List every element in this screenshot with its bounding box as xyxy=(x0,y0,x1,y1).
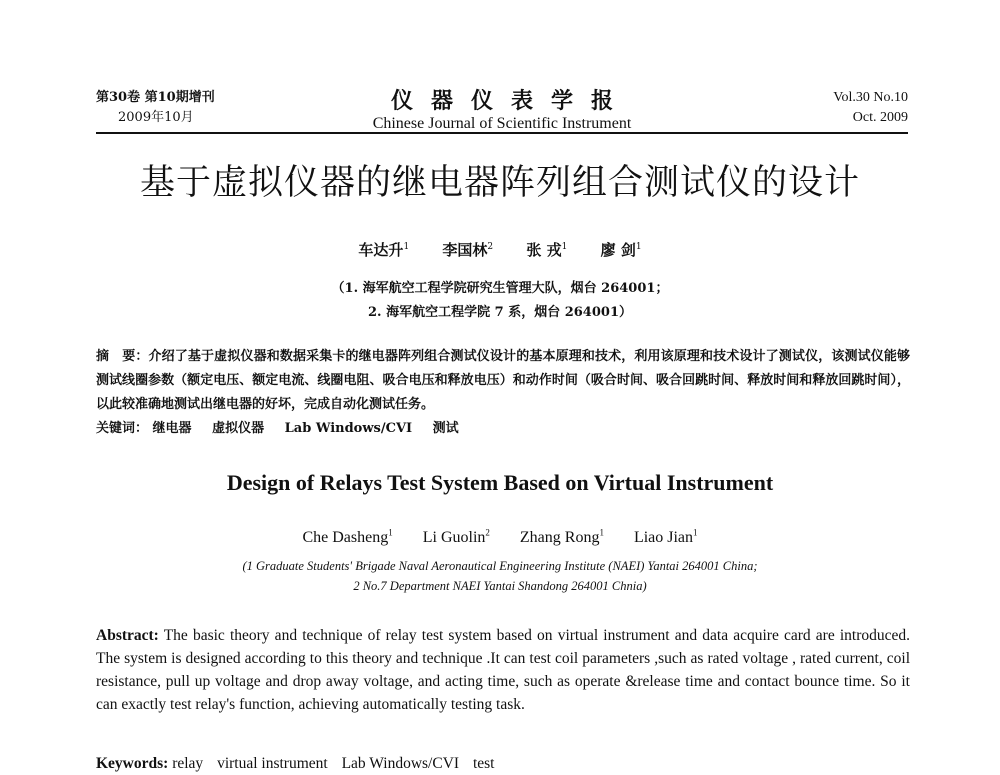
affiliation-en-2: 2 No.7 Department NAEI Yantai Shandong 264001 Chnia) xyxy=(353,579,647,593)
keyword-cn: 测试 xyxy=(432,421,459,436)
journal-header xyxy=(96,88,908,134)
header-center xyxy=(96,88,908,134)
keyword-cn: 继电器 xyxy=(152,421,192,436)
affiliation-cn-2: 2. 海军航空工程学院 7 系，烟台 264001） xyxy=(368,305,632,320)
affiliation-en-1: (1 Graduate Students' Brigade Naval Aeronautical Engineering Institute (NAEI) Yantai 264001 China; xyxy=(242,559,758,573)
keywords-cn xyxy=(96,418,910,440)
keyword-en: Lab Windows/CVI xyxy=(341,755,460,772)
keyword-cn: 虚拟仪器 xyxy=(212,421,265,436)
affiliations-en xyxy=(0,556,1000,596)
affiliations-cn xyxy=(0,277,1000,325)
abstract-en xyxy=(96,624,910,716)
header-right xyxy=(833,88,908,128)
author-en: Che Dasheng$^1$ xyxy=(302,528,393,547)
header-rule xyxy=(96,132,908,134)
keywords-en xyxy=(96,752,910,775)
affiliation-cn-1: （1. 海军航空工程学院研究生管理大队，烟台 264001； xyxy=(331,281,669,296)
author-en: Zhang Rong$^1$ xyxy=(519,528,604,547)
volume-issue-cn: 第30卷 第10期增刊 xyxy=(96,90,215,105)
authors-en xyxy=(0,522,1000,549)
author-en: Liao Jian$^1$ xyxy=(633,528,698,547)
paper-title-en: Design of Relays Test System Based on Virtual Instrument xyxy=(226,470,774,495)
keyword-cn: Lab Windows/CVI xyxy=(284,421,413,436)
abstract-en-label: Abstract: xyxy=(96,627,159,644)
journal-name-cn: 仪器仪表学报 xyxy=(390,88,631,114)
author-cn: 车达升$^1$ xyxy=(358,241,410,259)
keyword-en: test xyxy=(472,755,495,772)
volume-issue-en: Vol.30 No.10 xyxy=(833,90,908,105)
keywords-cn-label: 关键词： xyxy=(96,421,149,436)
abstract-cn-label: 摘 要： xyxy=(96,349,149,364)
authors-cn xyxy=(0,237,1000,260)
journal-name-en: Chinese Journal of Scientific Instrument xyxy=(372,115,632,132)
author-cn: 张 戎$^1$ xyxy=(526,241,568,259)
date-en: Oct. 2009 xyxy=(852,110,908,125)
paper-title-cn: 基于虚拟仪器的继电器阵列组合测试仪的设计 xyxy=(139,163,860,203)
keywords-en-label: Keywords: xyxy=(96,755,169,772)
keyword-en: relay xyxy=(172,755,204,772)
author-cn: 廖 剑$^1$ xyxy=(600,241,642,259)
abstract-cn xyxy=(96,345,910,417)
author-cn: 李国林$^2$ xyxy=(442,241,494,259)
keyword-en: virtual instrument xyxy=(217,755,328,772)
abstract-cn-text: 介绍了基于虚拟仪器和数据采集卡的继电器阵列组合测试仪设计的基本原理和技术，利用该原理和技术设计了测试仪，该测试仪能够测试线圈参数（额定电压、额定电流、线圈电阻、吸合电压和释放电压）和动作时间（吸合时间、吸合回跳时间、释放时间和释放回跳时间），以此较准确地测试出继电器的好坏，完成自动化测试任务。 xyxy=(96,349,910,412)
author-en: Li Guolin$^2$ xyxy=(422,528,490,547)
date-cn: 2009年10月 xyxy=(118,110,194,125)
abstract-en-text: The basic theory and technique of relay test system based on virtual instrument and data acquire card are introduced. The system is designed according to this theory and technique .It can test coil parameters ,such as rated voltage , rated current, coil resistance, pull up voltage and drop away voltage, and acting time, such as operate &release time and contact bounce time. So it can exactly test relay's function, achieving automatically testing task. xyxy=(96,627,910,713)
